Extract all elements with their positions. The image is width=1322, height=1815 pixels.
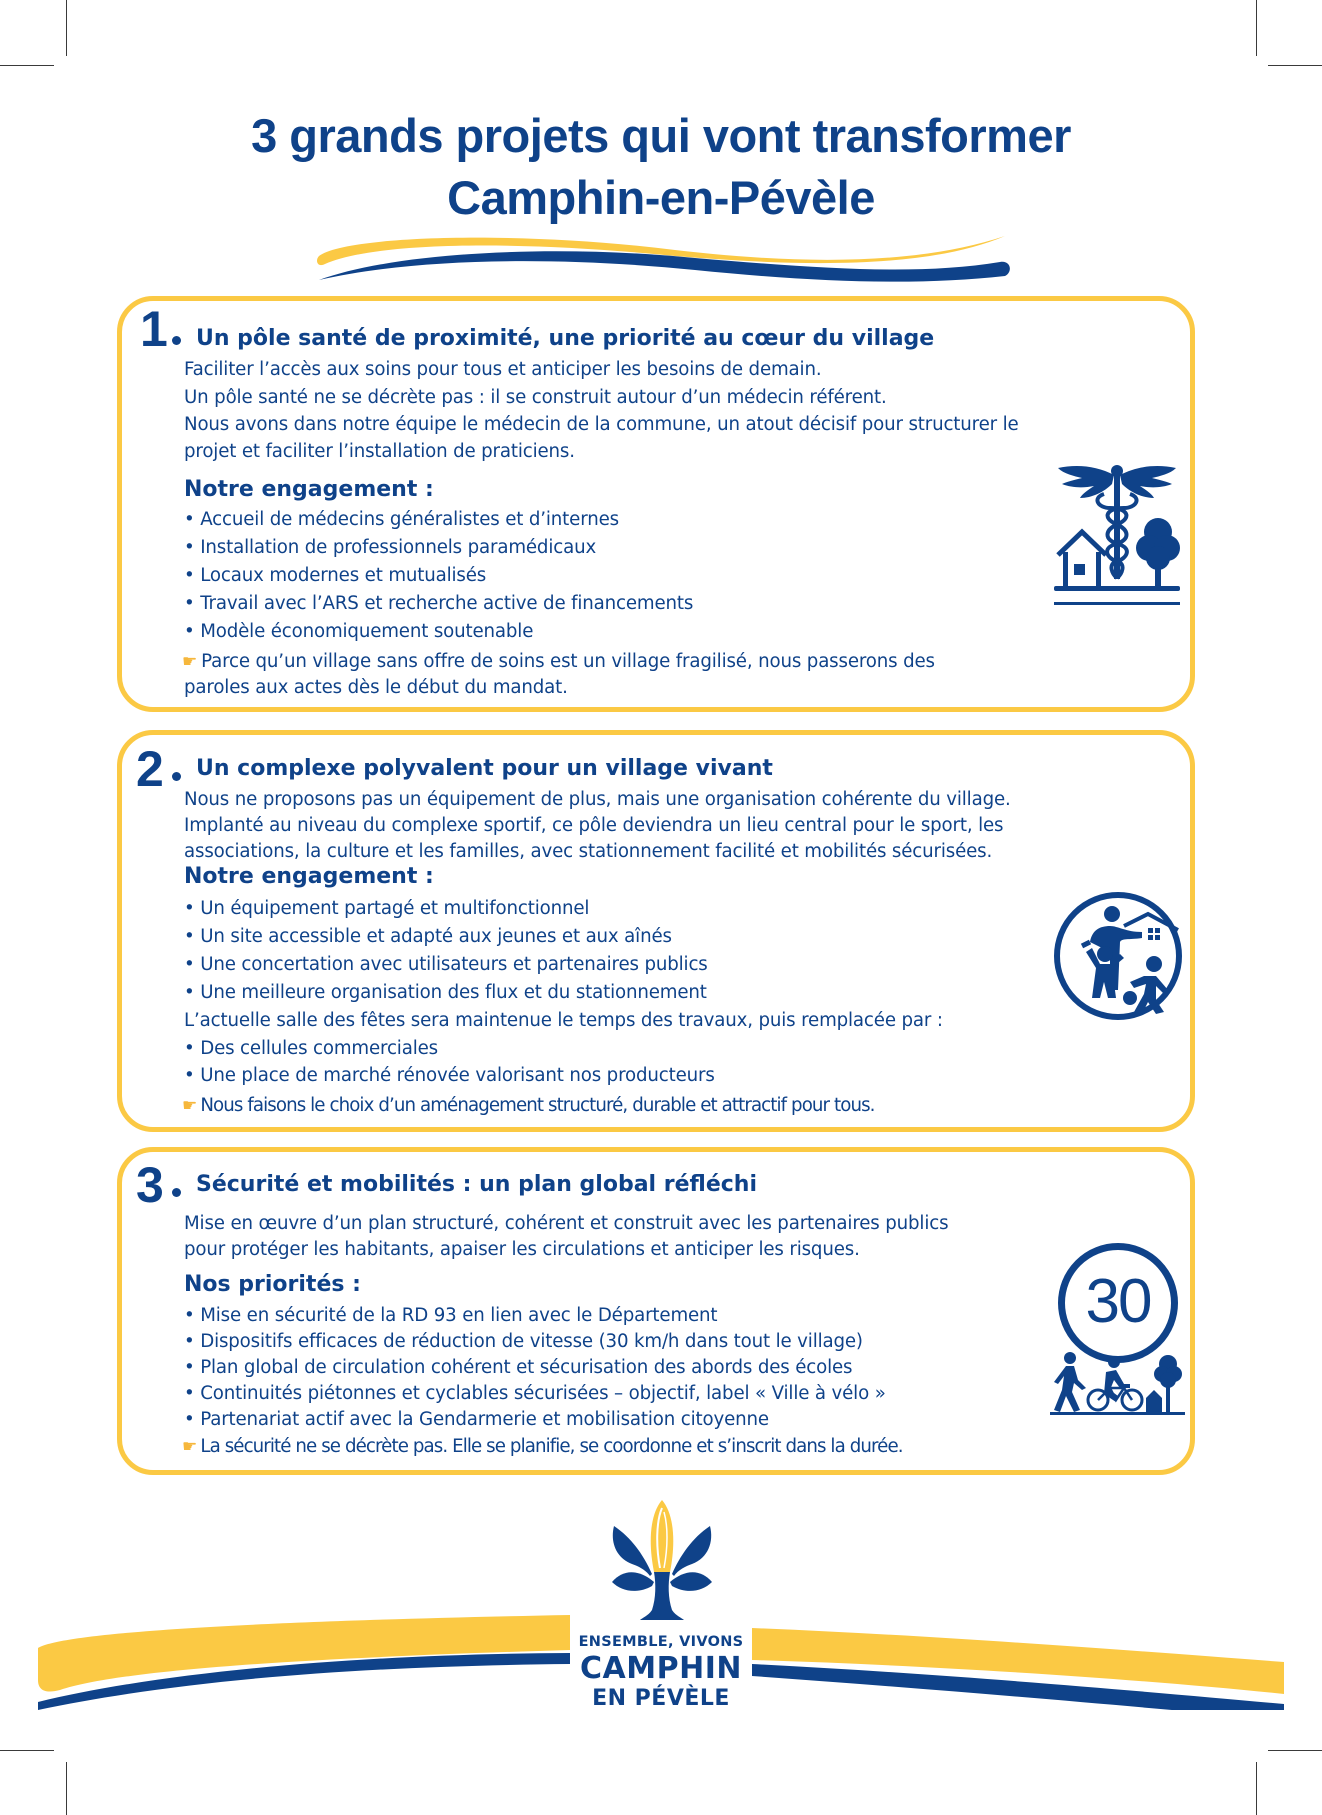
section-2-bullet-2: • Un site accessible et adapté aux jeunes et aux aînés xyxy=(184,926,672,947)
section-1-number: 1 xyxy=(140,301,168,357)
section-2-transition: L’actuelle salle des fêtes sera maintenue le temps des travaux, puis remplacée par : xyxy=(184,1010,943,1031)
section-3-number: 3 xyxy=(136,1157,164,1213)
crop-mark-top-right-v xyxy=(1256,0,1257,56)
section-3-bullet-3: • Plan global de circulation cohérent et sécurisation des abords des écoles xyxy=(184,1357,853,1378)
speed-limit-30-icon xyxy=(1058,1243,1178,1363)
section-3-bullet-2: • Dispositifs efficaces de réduction de vitesse (30 km/h dans tout le village) xyxy=(184,1331,863,1352)
crop-mark-top-left-h xyxy=(0,65,54,66)
section-2-bullet-4: • Une meilleure organisation des flux et du stationnement xyxy=(184,982,707,1003)
section-3-conclusion: ☛ La sécurité ne se décrète pas. Elle se planifie, se coordonne et s’inscrit dans la durée. xyxy=(182,1433,903,1461)
section-1-intro-1: Faciliter l’accès aux soins pour tous et anticiper les besoins de demain. xyxy=(184,359,822,380)
section-2-bullet-3: • Une concertation avec utilisateurs et partenaires publics xyxy=(184,954,708,975)
section-1-bullet-2: • Installation de professionnels paramédicaux xyxy=(184,537,597,558)
campaign-logo-tree xyxy=(592,1492,732,1622)
section-1-intro-3: Nous avons dans notre équipe le médecin de la commune, un atout décisif pour structurer le xyxy=(184,414,1019,435)
section-2-bullet-1: • Un équipement partagé et multifonctionnel xyxy=(184,898,590,919)
section-2-number: 2 xyxy=(136,741,164,797)
crop-mark-bottom-right-v xyxy=(1256,1762,1257,1815)
section-2-bullet2-2: • Une place de marché rénovée valorisant nos producteurs xyxy=(184,1065,715,1086)
crop-mark-bottom-right-h xyxy=(1268,1750,1322,1751)
section-2-subheading: Notre engagement : xyxy=(184,864,434,889)
crop-mark-bottom-left-v xyxy=(66,1762,67,1815)
section-2-conclusion: ☛ Nous faisons le choix d’un aménagement structuré, durable et attractif pour tous. xyxy=(182,1092,875,1120)
section-1-bullet-4: • Travail avec l’ARS et recherche active de financements xyxy=(184,593,694,614)
section-1-conclusion-1: ☛ Parce qu’un village sans offre de soins est un village fragilisé, nous passerons des xyxy=(182,648,935,676)
section-3-number-dot xyxy=(172,1188,181,1197)
section-3-subheading: Nos priorités : xyxy=(184,1272,361,1297)
page-title-line2: Camphin-en-Pévèle xyxy=(447,171,875,224)
section-3-bullet-5: • Partenariat actif avec la Gendarmerie et mobilisation citoyenne xyxy=(184,1409,769,1430)
page-title-line1: 3 grands projets qui vont transformer xyxy=(251,109,1071,162)
pointing-hand-icon: ☛ xyxy=(182,1096,197,1116)
family-playing-icon xyxy=(1052,890,1184,1022)
section-3-intro-1: Mise en œuvre d’un plan structuré, cohérent et construit avec les partenaires publics xyxy=(184,1213,949,1234)
section-3-intro-2: pour protéger les habitants, apaiser les circulations et anticiper les risques. xyxy=(184,1239,860,1260)
section-2-intro-2: Implanté au niveau du complexe sportif, ce pôle deviendra un lieu central pour le sport, les xyxy=(184,815,1004,836)
section-1-bullet-3: • Locaux modernes et mutualisés xyxy=(184,565,487,586)
crop-mark-bottom-left-h xyxy=(0,1750,54,1751)
section-1-number-dot xyxy=(172,336,181,345)
section-1-bullet-1: • Accueil de médecins généralistes et d’internes xyxy=(184,509,619,530)
section-1-title: Un pôle santé de proximité, une priorité au cœur du village xyxy=(196,326,935,351)
section-1-intro-4: projet et faciliter l’installation de praticiens. xyxy=(184,441,575,462)
section-3-bullet-1: • Mise en sécurité de la RD 93 en lien avec le Département xyxy=(184,1305,718,1326)
section-1-intro-2: Un pôle santé ne se décrète pas : il se construit autour d’un médecin référent. xyxy=(184,387,887,408)
speed-limit-label: 30 xyxy=(1085,1267,1151,1336)
section-1-subheading: Notre engagement : xyxy=(184,477,434,502)
caduceus-house-tree-icon xyxy=(1052,460,1182,605)
section-2-bullet2-1: • Des cellules commerciales xyxy=(184,1038,438,1059)
section-1-conclusion-2: paroles aux actes dès le début du mandat. xyxy=(184,677,568,698)
footer-wave-left xyxy=(36,1790,37,1791)
logo-town-suffix: EN PÉVÈLE xyxy=(592,1686,730,1711)
title-wave-decoration xyxy=(315,228,1015,283)
section-2-intro-1: Nous ne proposons pas un équipement de plus, mais une organisation cohérente du village. xyxy=(184,789,1011,810)
section-2-intro-3: associations, la culture et les familles, avec stationnement facilité et mobilités sécurisées. xyxy=(184,841,993,862)
pedestrian-cyclist-tree-icon xyxy=(1050,1350,1185,1415)
pointing-hand-icon: ☛ xyxy=(182,1437,197,1457)
section-3-title: Sécurité et mobilités : un plan global réfléchi xyxy=(196,1172,757,1197)
section-1-bullet-5: • Modèle économiquement soutenable xyxy=(184,621,534,642)
section-2-number-dot xyxy=(172,772,181,781)
section-3-bullet-4: • Continuités piétonnes et cyclables sécurisées – objectif, label « Ville à vélo » xyxy=(184,1383,886,1404)
pointing-hand-icon: ☛ xyxy=(182,652,198,672)
logo-tagline: ENSEMBLE, VIVONS xyxy=(578,1634,744,1650)
section-2-title: Un complexe polyvalent pour un village vivant xyxy=(196,756,773,781)
crop-mark-top-left-v xyxy=(66,0,67,56)
logo-town-name: CAMPHIN xyxy=(580,1651,742,1686)
crop-mark-top-right-h xyxy=(1268,65,1322,66)
